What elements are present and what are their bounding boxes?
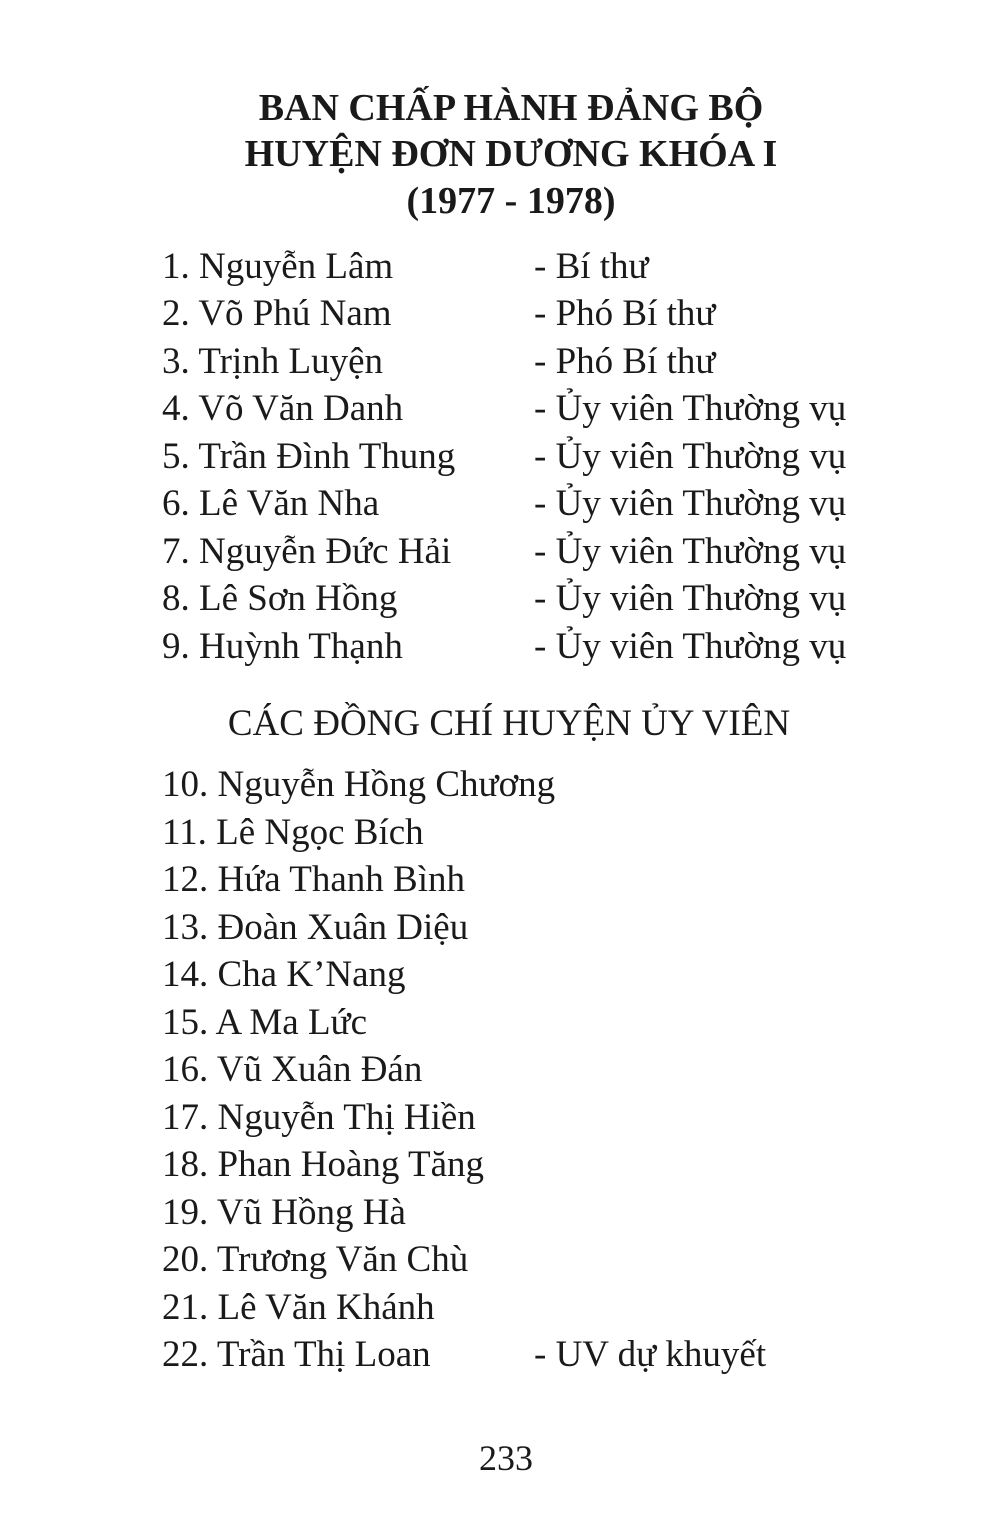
list-item	[162, 809, 922, 857]
member-role: - Ủy viên Thường vụ	[534, 436, 847, 477]
member-role: - Ủy viên Thường vụ	[534, 483, 847, 524]
member-role: - Phó Bí thư	[534, 341, 716, 382]
list-item	[162, 338, 922, 386]
member-name: 11. Lê Ngọc Bích	[162, 812, 424, 853]
list-item	[162, 904, 922, 952]
member-name: 7. Nguyễn Đức Hải	[162, 531, 452, 572]
page-title-line-2: HUYỆN ĐƠN DƯƠNG KHÓA I	[244, 133, 778, 175]
list-item	[162, 480, 922, 528]
list-item	[162, 1141, 922, 1189]
member-role: - Phó Bí thư	[534, 293, 716, 334]
list-item	[162, 575, 922, 623]
member-name: 5. Trần Đình Thung	[162, 436, 456, 477]
member-name: 1. Nguyễn Lâm	[162, 246, 394, 287]
list-item	[162, 1189, 922, 1237]
list-item	[162, 999, 922, 1047]
member-name: 6. Lê Văn Nha	[162, 483, 380, 524]
member-name: 19. Vũ Hồng Hà	[162, 1192, 406, 1233]
member-role: - Ủy viên Thường vụ	[534, 531, 847, 572]
list-item	[162, 385, 922, 433]
member-name: 3. Trịnh Luyện	[162, 341, 384, 382]
page-number: 233	[479, 1438, 533, 1478]
member-name: 14. Cha K’Nang	[162, 954, 406, 995]
member-name: 9. Huỳnh Thạnh	[162, 626, 403, 667]
member-name: 17. Nguyễn Thị Hiền	[162, 1097, 476, 1138]
list-item	[162, 951, 922, 999]
page-title-term: (1977 - 1978)	[406, 180, 616, 222]
list-item	[162, 856, 922, 904]
list-item	[162, 433, 922, 481]
member-role: - Bí thư	[534, 246, 649, 287]
list-item	[162, 243, 922, 291]
member-role: - Ủy viên Thường vụ	[534, 626, 847, 667]
member-name: 16. Vũ Xuân Đán	[162, 1049, 423, 1090]
member-name: 18. Phan Hoàng Tăng	[162, 1144, 484, 1185]
member-name: 2. Võ Phú Nam	[162, 293, 392, 334]
page-title-line-1: BAN CHẤP HÀNH ĐẢNG BỘ	[258, 87, 764, 129]
member-role: - Ủy viên Thường vụ	[534, 388, 847, 429]
member-name: 12. Hứa Thanh Bình	[162, 859, 466, 900]
member-role: - UV dự khuyết	[534, 1334, 767, 1375]
list-item	[162, 1094, 922, 1142]
list-item	[162, 761, 922, 809]
member-name: 10. Nguyễn Hồng Chương	[162, 764, 556, 805]
member-name: 8. Lê Sơn Hồng	[162, 578, 398, 619]
section-heading: CÁC ĐỒNG CHÍ HUYỆN ỦY VIÊN	[227, 703, 791, 744]
member-name: 20. Trương Văn Chù	[162, 1239, 469, 1280]
member-name: 13. Đoàn Xuân Diệu	[162, 907, 469, 948]
list-item	[162, 1236, 922, 1284]
list-item	[162, 1046, 922, 1094]
member-name: 22. Trần Thị Loan	[162, 1334, 431, 1375]
member-name: 15. A Ma Lức	[162, 1002, 368, 1043]
list-item	[162, 1284, 922, 1332]
member-role: - Ủy viên Thường vụ	[534, 578, 847, 619]
list-item	[162, 623, 922, 671]
member-name: 4. Võ Văn Danh	[162, 388, 404, 429]
list-item	[162, 528, 922, 576]
member-name: 21. Lê Văn Khánh	[162, 1287, 435, 1328]
list-item	[162, 290, 922, 338]
list-item	[162, 1331, 922, 1379]
